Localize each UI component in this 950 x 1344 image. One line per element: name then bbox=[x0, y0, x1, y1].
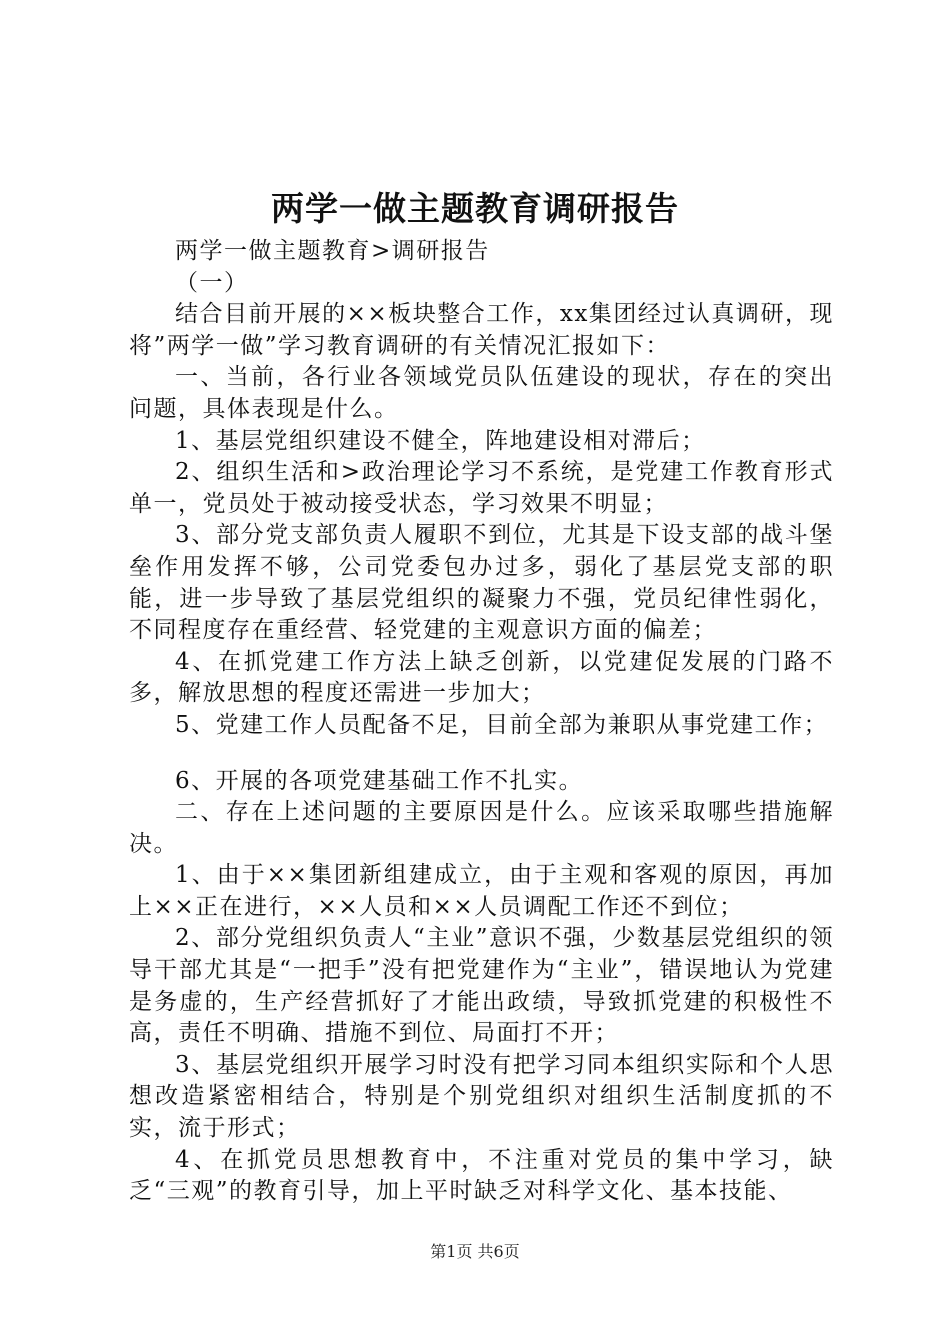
document-title: 两学一做主题教育调研报告 bbox=[271, 189, 679, 228]
paragraph-intro: 结合目前开展的××板块整合工作，xx集团经过认真调研，现将”两学一做”学习教育调研的有关情况汇报如下： bbox=[129, 301, 834, 359]
paragraph-item: 2、组织生活和>政治理论学习不系统，是党建工作教育形式单一，党员处于被动接受状态，学习效果不明显； bbox=[129, 459, 834, 517]
paragraph-item: 1、基层党组织建设不健全，阵地建设相对滞后； bbox=[175, 427, 706, 454]
paragraph-item: 1、由于××集团新组建成立，由于主观和客观的原因，再加上××正在进行，××人员和××人员调配工作还不到位； bbox=[129, 862, 834, 920]
paragraph-item: 4、在抓党员思想教育中，不注重对党员的集中学习，缺乏“三观”的教育引导，加上平时缺乏对科学文化、基本技能、 bbox=[129, 1146, 834, 1205]
paragraph-section-marker: （一） bbox=[175, 269, 249, 296]
paragraph-item: 6、开展的各项党建基础工作不扎实。 bbox=[175, 767, 584, 794]
paragraph-item: 4、在抓党建工作方法上缺乏创新，以党建促发展的门路不多，解放思想的程度还需进一步加大； bbox=[129, 648, 834, 707]
page-footer: 第1页 共6页 bbox=[430, 1242, 520, 1261]
paragraph-item: 3、部分党支部负责人履职不到位，尤其是下设支部的战斗堡垒作用发挥不够，公司党委包办过多，弱化了基层党支部的职能，进一步导致了基层党组织的凝聚力不强，党员纪律性弱化，不同程度存在重经营、轻党建的主观意识方面的偏差； bbox=[129, 522, 834, 644]
paragraph-heading-2: 二、存在上述问题的主要原因是什么。应该采取哪些措施解决。 bbox=[129, 799, 834, 857]
paragraph-item: 3、基层党组织开展学习时没有把学习同本组织实际和个人思想改造紧密相结合，特别是个别党组织对组织生活制度抓的不实，流于形式； bbox=[129, 1051, 834, 1142]
document-body bbox=[129, 236, 834, 1208]
paragraph-subtitle: 两学一做主题教育>调研报告 bbox=[175, 238, 490, 264]
paragraph-item: 5、党建工作人员配备不足，目前全部为兼职从事党建工作； bbox=[175, 711, 829, 738]
paragraph-item: 2、部分党组织负责人“主业”意识不强，少数基层党组织的领导干部尤其是“一把手”没有把党建作为“主业”，错误地认为党建是务虚的，生产经营抓好了才能出政绩，导致抓党建的积极性不高，责任不明确、措施不到位、局面打不开； bbox=[129, 925, 834, 1047]
paragraph-heading-1: 一、当前，各行业各领域党员队伍建设的现状，存在的突出问题，具体表现是什么。 bbox=[129, 364, 834, 422]
